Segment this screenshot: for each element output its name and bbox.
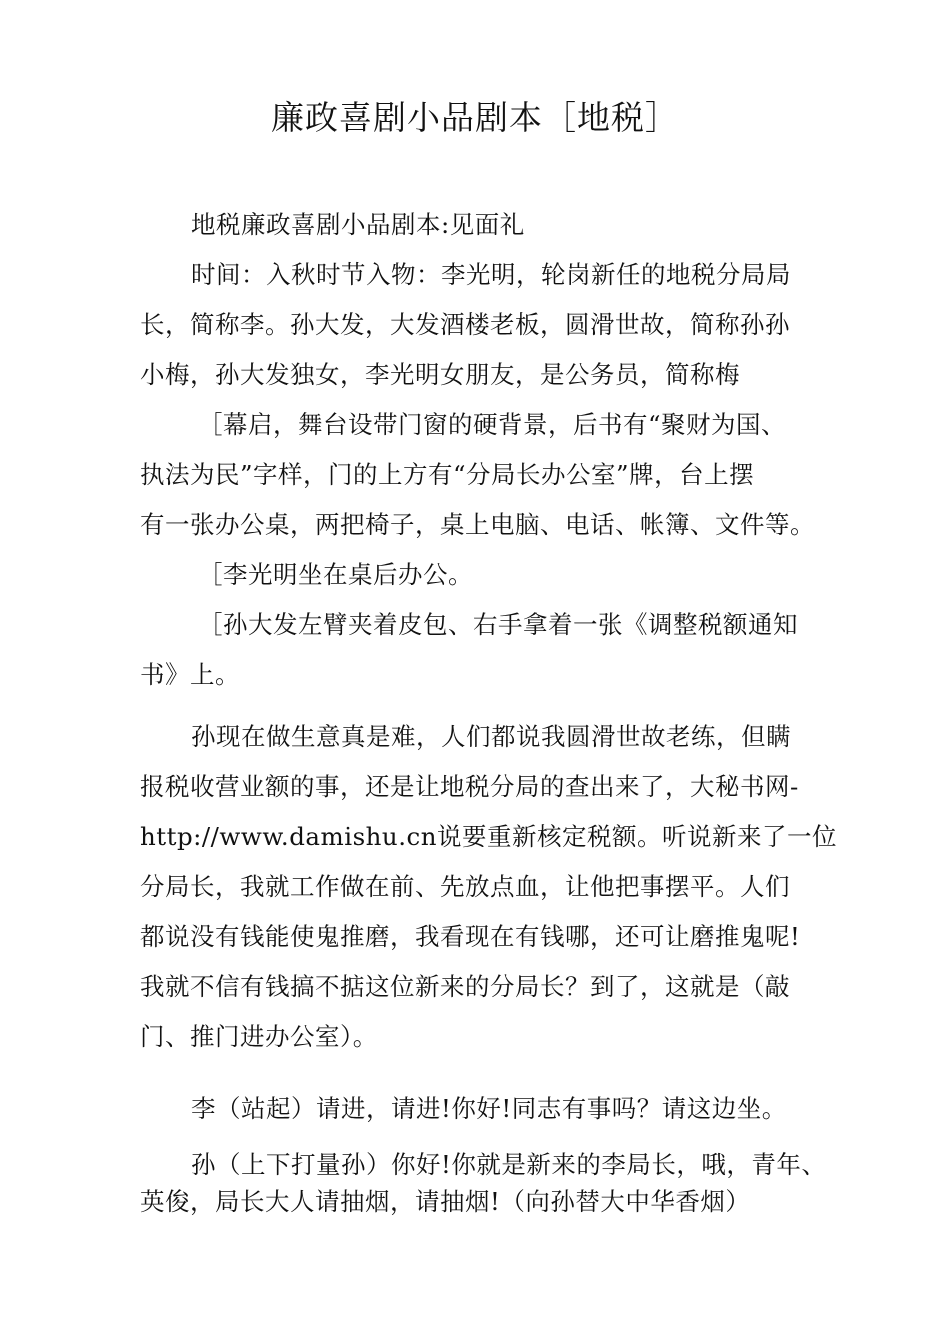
paragraph-line: 我就不信有钱搞不掂这位新来的分局长？到了，这就是（敲 bbox=[140, 972, 790, 1001]
subtitle-line: 地税廉政喜剧小品剧本:见面礼 bbox=[191, 210, 525, 239]
paragraph-line: 英俊，局长大人请抽烟，请抽烟!（向孙替大中华香烟） bbox=[140, 1187, 751, 1216]
stage-direction-line: ［孙大发左臂夹着皮包、右手拿着一张《调整税额通知 bbox=[198, 610, 798, 639]
paragraph-line: 分局长，我就工作做在前、先放点血，让他把事摆平。人们 bbox=[140, 872, 790, 901]
paragraph-gap bbox=[140, 1134, 830, 1146]
paragraph-line: 时间：入秋时节入物：李光明，轮岗新任的地税分局局 bbox=[191, 260, 791, 289]
paragraph-line: 小梅，孙大发独女，李光明女朋友，是公务员，简称梅 bbox=[140, 360, 740, 389]
paragraph-gap bbox=[140, 1062, 830, 1084]
paragraph-line: 报税收营业额的事，还是让地税分局的查出来了，大秘书网- bbox=[140, 772, 799, 801]
paragraph-gap bbox=[140, 700, 830, 712]
document-title: 廉政喜剧小品剧本［地税］ bbox=[271, 98, 679, 137]
paragraph-line: 执法为民”字样，门的上方有“分局长办公室”牌，台上摆 bbox=[140, 460, 755, 489]
document-body bbox=[140, 200, 837, 1220]
stage-direction-line: ［幕启，舞台设带门窗的硬背景，后书有“聚财为国、 bbox=[198, 410, 787, 439]
paragraph-line: http://www.damishu.cn说要重新核定税额。听说新来了一位 bbox=[140, 822, 837, 851]
dialogue-line: 李（站起）请进，请进!你好!同志有事吗？请这边坐。 bbox=[191, 1094, 787, 1123]
dialogue-line: 孙（上下打量孙）你好!你就是新来的李局长，哦，青年、 bbox=[191, 1150, 827, 1179]
stage-direction-line: ［李光明坐在桌后办公。 bbox=[198, 560, 473, 589]
paragraph-line: 门、推门进办公室）。 bbox=[140, 1022, 378, 1051]
paragraph-line: 有一张办公桌，两把椅子，桌上电脑、电话、帐簿、文件等。 bbox=[140, 510, 815, 539]
paragraph-line: 都说没有钱能使鬼推磨，我看现在有钱哪，还可让磨推鬼呢! bbox=[140, 922, 801, 951]
dialogue-line: 孙现在做生意真是难，人们都说我圆滑世故老练，但瞒 bbox=[191, 722, 791, 751]
paragraph-line: 书》上。 bbox=[140, 660, 240, 689]
paragraph-line: 长，简称李。孙大发，大发酒楼老板，圆滑世故，简称孙孙 bbox=[140, 310, 790, 339]
